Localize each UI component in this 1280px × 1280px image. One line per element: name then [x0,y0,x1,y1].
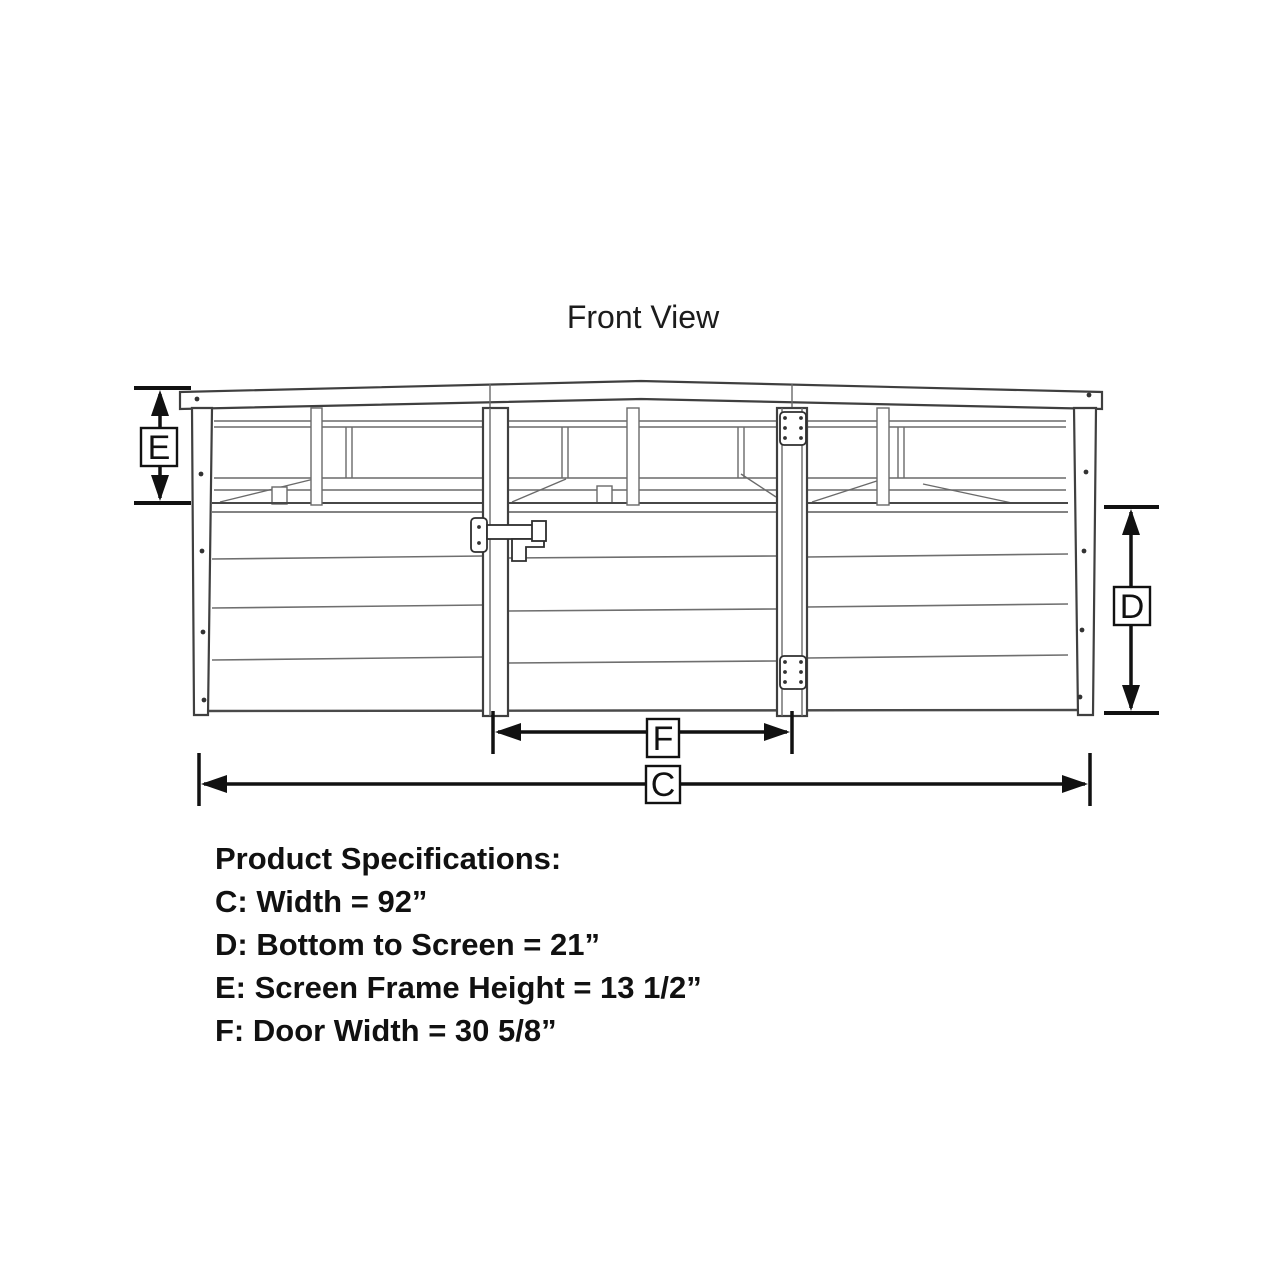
hinge-icon-bottom [780,656,806,689]
left-corner-post [192,408,212,715]
product-specifications [215,837,702,1052]
bottom-edge [196,710,1090,711]
floor-block [597,486,612,503]
floor-block [272,487,287,504]
bed-floor [214,478,1066,490]
side-panels [212,554,1068,663]
dimension-f [493,711,792,758]
door-frame [483,408,807,716]
dimension-d [1104,507,1159,713]
dimension-e-label: E [147,429,171,467]
door-panel-boards [508,556,777,663]
specs-heading: Product Specifications: [215,841,562,876]
interior-framing [214,421,1066,504]
spec-line-e: E: Screen Frame Height = 13 1/2” [215,970,702,1005]
dimension-d-label: D [1119,588,1145,626]
right-corner-post [1074,408,1096,715]
spec-line-f: F: Door Width = 30 5/8” [215,1013,557,1048]
dimension-f-label: F [652,720,674,758]
page-title: Front View [566,299,720,335]
hinge-icon-top [780,412,806,445]
right-panel [807,554,1068,658]
back-posts [346,427,904,478]
dimension-c [199,753,1090,806]
garden-bed-structure [180,381,1102,716]
spec-line-d: D: Bottom to Screen = 21” [215,927,600,962]
dimension-c-label: C [650,766,676,804]
top-rail [180,381,1102,409]
left-panel [212,556,483,660]
spec-line-c: C: Width = 92” [215,884,428,919]
door-post-left [483,408,508,716]
